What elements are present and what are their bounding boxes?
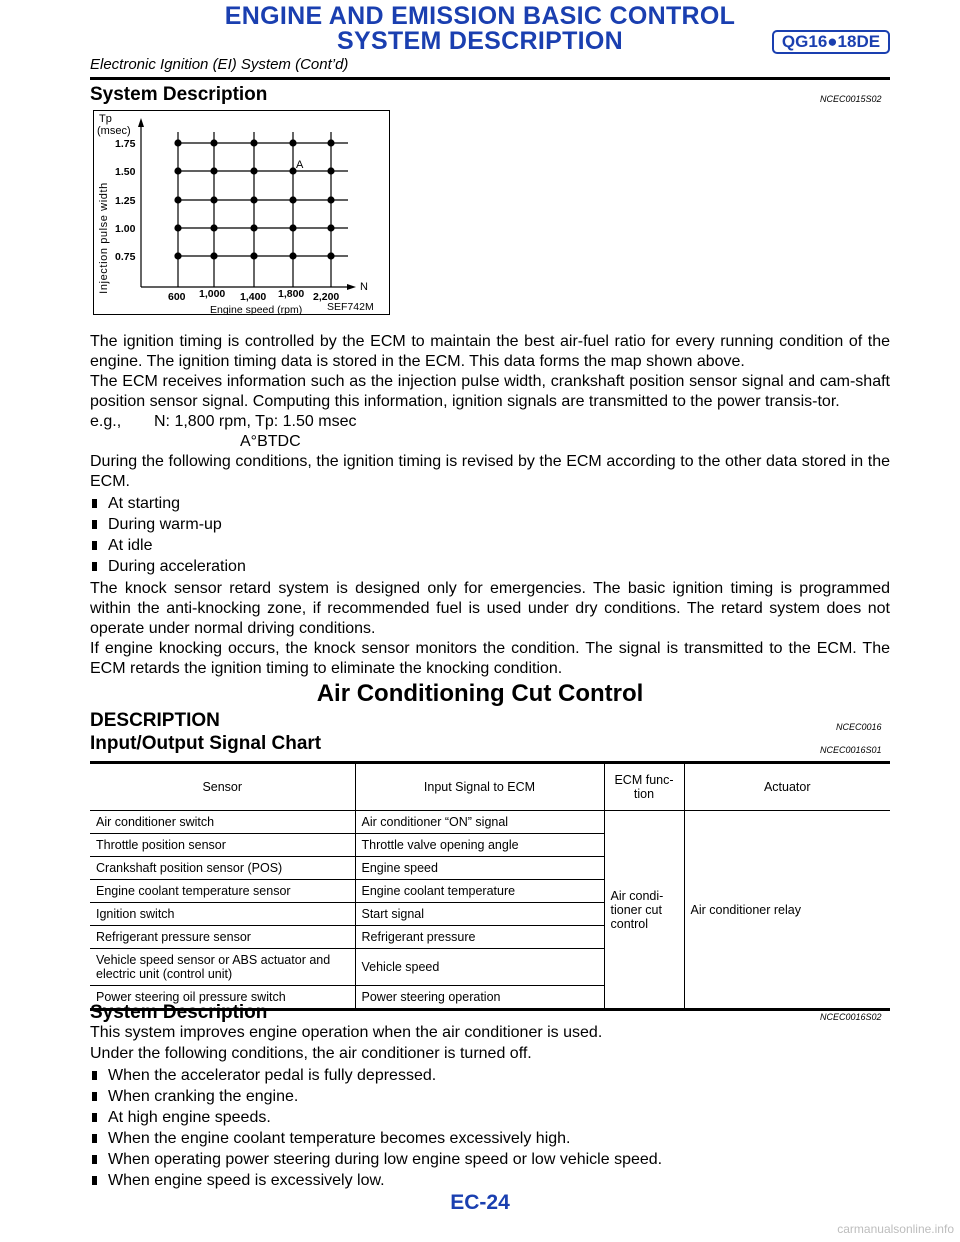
bullet-icon (92, 541, 97, 550)
map-point (289, 196, 296, 203)
list-item: At high engine speeds. (90, 1107, 890, 1128)
sensor-cell: Engine coolant temperature sensor (90, 880, 355, 903)
map-point (250, 224, 257, 231)
map-point (327, 167, 334, 174)
header-title-line1: ENGINE AND EMISSION BASIC CONTROL (224, 2, 736, 30)
header-input-signal: Input Signal to ECM (355, 763, 604, 811)
y-tick-label: 1.50 (115, 166, 136, 178)
header-actuator: Actuator (684, 763, 890, 811)
ignition-timing-map (93, 110, 390, 315)
input-signal-cell: Vehicle speed (355, 949, 604, 986)
list-item: During acceleration (90, 556, 890, 577)
y-tick-label: 0.75 (115, 251, 136, 263)
bullet-icon (92, 1071, 97, 1080)
ac-section-title: Air Conditioning Cut Control (316, 680, 644, 707)
map-point (250, 139, 257, 146)
map-point (210, 252, 217, 259)
input-signal-cell: Power steering operation (355, 986, 604, 1010)
input-signal-cell: Throttle valve opening angle (355, 834, 604, 857)
x-tick-label: 1,000 (199, 288, 226, 300)
input-signal-cell: Start signal (355, 903, 604, 926)
y-axis-title: Injection pulse width (98, 182, 110, 294)
x-axis-title: Engine speed (rpm) (210, 304, 303, 315)
description-code: NCEC0016 (836, 722, 882, 732)
y-unit-msec: (msec) (97, 125, 131, 137)
section2-body (90, 1022, 890, 1193)
map-point (210, 224, 217, 231)
example-text: N: 1,800 rpm, Tp: 1.50 msec (154, 413, 357, 430)
input-signal-cell: Engine coolant temperature (355, 880, 604, 903)
bullet-icon (92, 562, 97, 571)
sensor-cell: Throttle position sensor (90, 834, 355, 857)
y-unit-tp: Tp (99, 113, 112, 125)
map-point (289, 139, 296, 146)
paragraph: If engine knocking occurs, the knock sensor monitors the condition. The signal is transmitted to the ECM. The ECM retards the ignition timing to eliminate the knocking condition. (90, 640, 890, 677)
sensor-cell: Air conditioner switch (90, 811, 355, 834)
bullet-icon (92, 1134, 97, 1143)
y-tick-label: 1.00 (115, 223, 136, 235)
map-point (327, 224, 334, 231)
example-row (90, 412, 890, 432)
description-heading: DESCRIPTION (90, 710, 220, 731)
header-title-line2: SYSTEM DESCRIPTION (337, 27, 623, 55)
list-item: When engine speed is excessively low. (90, 1170, 890, 1191)
section2-heading: System Description (90, 1002, 268, 1023)
map-point (289, 252, 296, 259)
watermark: carmanualsonline.info (837, 1222, 954, 1236)
x-tick-label: 2,200 (313, 291, 340, 303)
ecm-function-cell: Air condi- tioner cut control (604, 811, 684, 1010)
map-point (327, 252, 334, 259)
signal-chart-code: NCEC0016S01 (820, 745, 882, 755)
bullet-icon (92, 520, 97, 529)
x-axis-symbol: N (360, 281, 368, 293)
paragraph: The ignition timing is controlled by the ECM to maintain the best air-fuel ratio for every running condition of the engine. The ignition timing data is stored in the ECM. This data forms the map shown above. (90, 333, 890, 370)
page-number: EC-24 (450, 1191, 510, 1214)
input-signal-cell: Engine speed (355, 857, 604, 880)
table-header-row (90, 763, 890, 811)
engine-badge: QG16●18DE (772, 30, 890, 54)
input-signal-cell: Refrigerant pressure (355, 926, 604, 949)
bullet-icon (92, 1092, 97, 1101)
input-signal-cell: Air conditioner “ON” signal (355, 811, 604, 834)
map-point (327, 139, 334, 146)
paragraph: The ECM receives information such as the injection pulse width, crankshaft position sensor signal and cam-shaft position sensor signal. Computing this information, ignition signals are transmitted to the power transis-tor. (90, 373, 890, 410)
signal-chart-heading: Input/Output Signal Chart (90, 733, 322, 754)
map-point-a-label: A (296, 159, 304, 171)
map-point (250, 196, 257, 203)
map-point (327, 196, 334, 203)
list-item: When the engine coolant temperature becomes excessively high. (90, 1128, 890, 1149)
actuator-cell: Air conditioner relay (684, 811, 890, 1010)
list-item: When the accelerator pedal is fully depressed. (90, 1065, 890, 1086)
bullet-icon (92, 499, 97, 508)
paragraph: The knock sensor retard system is designed only for emergencies. The basic ignition timing is programmed within the anti-knocking zone, if recommended fuel is used under dry conditions. The retard system does not operate under normal driving conditions. (90, 580, 890, 637)
map-point (174, 196, 181, 203)
sensor-cell: Crankshaft position sensor (POS) (90, 857, 355, 880)
table-row (90, 811, 890, 834)
section1-body (90, 332, 890, 679)
x-tick-label: 1,400 (240, 291, 267, 303)
map-point (289, 224, 296, 231)
sensor-cell: Refrigerant pressure sensor (90, 926, 355, 949)
section1-code: NCEC0015S02 (820, 94, 882, 104)
paragraph: During the following conditions, the ignition timing is revised by the ECM according to the other data stored in the ECM. (90, 453, 890, 490)
example-result: A°BTDC (240, 433, 301, 450)
map-point (250, 252, 257, 259)
figure-code: SEF742M (327, 301, 374, 313)
y-tick-label: 1.25 (115, 195, 136, 207)
list-item: At idle (90, 535, 890, 556)
condition-list (90, 493, 890, 577)
list-item: When cranking the engine. (90, 1086, 890, 1107)
map-point (210, 139, 217, 146)
sensor-cell: Power steering oil pressure switch (90, 986, 355, 1010)
map-point (174, 167, 181, 174)
paragraph: Under the following conditions, the air conditioner is turned off. (90, 1045, 532, 1062)
bullet-icon (92, 1155, 97, 1164)
sensor-cell: Vehicle speed sensor or ABS actuator and electric unit (control unit) (90, 949, 355, 986)
figure-frame (94, 111, 390, 315)
map-point (174, 224, 181, 231)
header-rule (90, 77, 890, 80)
y-tick-label: 1.75 (115, 138, 136, 150)
header-sensor: Sensor (90, 763, 355, 811)
map-point (210, 196, 217, 203)
list-item: At starting (90, 493, 890, 514)
map-point (174, 252, 181, 259)
example-label: e.g., (90, 413, 122, 430)
map-point (250, 167, 257, 174)
bullet-icon (92, 1113, 97, 1122)
x-tick-label: 600 (168, 291, 186, 303)
header-subtitle: Electronic Ignition (EI) System (Cont’d) (90, 56, 349, 73)
x-tick-label: 1,800 (278, 288, 305, 300)
map-point (174, 139, 181, 146)
list-item: When operating power steering during low engine speed or low vehicle speed. (90, 1149, 890, 1170)
section2-code: NCEC0016S02 (820, 1012, 882, 1022)
section1-heading: System Description (90, 84, 268, 105)
map-point (210, 167, 217, 174)
signal-table (90, 761, 890, 1011)
ac-off-condition-list (90, 1065, 890, 1191)
sensor-cell: Ignition switch (90, 903, 355, 926)
paragraph: This system improves engine operation when the air conditioner is used. (90, 1024, 603, 1041)
bullet-icon (92, 1176, 97, 1185)
list-item: During warm-up (90, 514, 890, 535)
header-ecm-function: ECM func- tion (604, 763, 684, 811)
